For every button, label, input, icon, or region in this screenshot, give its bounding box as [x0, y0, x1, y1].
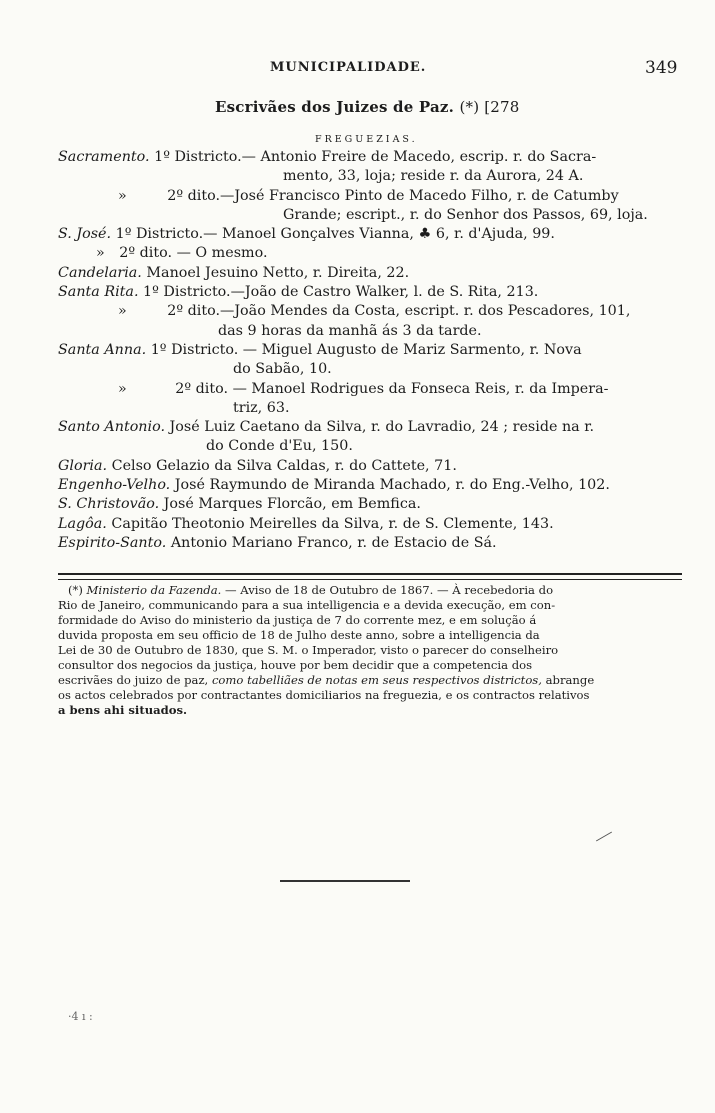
list-item — [58, 534, 682, 553]
footnote-line: duvida proposta em seu officio de 18 de Julho deste anno, sobre a intelligencia da — [58, 628, 540, 642]
parish-name: Engenho-Velho. — [58, 477, 171, 494]
parish-name: S. Christovão. — [58, 496, 160, 513]
page-number: 349 — [645, 58, 678, 78]
entry-line: José Luiz Caetano da Silva, r. do Lavradio, 24 ; reside na r. — [169, 419, 595, 436]
footnote-line: formidade do Aviso do ministerio da justiça de 7 do corrente mez, e em solução á — [58, 613, 537, 627]
footnote — [58, 583, 682, 718]
footnote-line: — Aviso de 18 de Outubro de 1867. — À recebedoria do — [225, 583, 554, 597]
footnote-emphasis: como tabelliães de notas em seus respectivos districtos, — [211, 673, 542, 687]
entry-line: mento, 33, loja; reside r. da Aurora, 24 A. — [283, 168, 584, 185]
footnote-line: os actos celebrados por contractantes domiciliarios na freguezia, e os contractos relativos — [58, 688, 590, 702]
ditto-mark: » — [118, 380, 127, 397]
entry-line: 2º dito.—João Mendes da Costa, escript. r. dos Pescadores, 101, — [167, 303, 631, 320]
section-note-ref: (*) [278 — [459, 98, 520, 116]
list-item-continuation — [58, 360, 682, 379]
footnote-line: Lei de 30 de Outubro de 1830, que S. M. o Imperador, visto o parecer do conselheiro — [58, 643, 559, 657]
entry-line: 2º dito. — Manoel Rodrigues da Fonseca Reis, r. da Impera- — [175, 380, 609, 397]
entry-line: 2º dito.—José Francisco Pinto de Macedo Filho, r. de Catumby — [167, 187, 619, 204]
running-title: MUNICIPALIDADE. — [270, 60, 427, 75]
section-subtitle: FREGUEZIAS. — [315, 134, 418, 145]
list-item — [58, 264, 682, 283]
entry-line: 2º dito. — O mesmo. — [119, 245, 268, 262]
corner-mark: ·4 ı : — [68, 1010, 93, 1023]
section-title-text: Escrivães dos Juizes de Paz. — [215, 98, 455, 116]
list-item — [58, 418, 682, 437]
parish-name: Gloria. — [58, 457, 108, 474]
ditto-mark: » — [118, 303, 127, 320]
list-item — [58, 341, 682, 360]
footnote-line: consultor dos negocios da justiça, houve por bem decidir que a competencia dos — [58, 658, 533, 672]
footnote-source: Ministerio da Fazenda. — [86, 583, 222, 597]
list-item — [58, 515, 682, 534]
footnote-line: a bens ahi situados. — [58, 703, 188, 717]
parish-name: Espirito-Santo. — [58, 534, 167, 551]
entry-line: 1º Districto.—João de Castro Walker, l. de S. Rita, 213. — [143, 284, 539, 301]
ditto-mark: » — [118, 187, 127, 204]
parish-name: Candelaria. — [58, 264, 142, 281]
list-item — [58, 457, 682, 476]
list-item-continuation — [58, 322, 682, 341]
parish-name: Santa Anna. — [58, 341, 147, 358]
entry-line: José Marques Florcão, em Bemfica. — [163, 496, 421, 513]
section-title — [215, 98, 520, 116]
entry-line: Manoel Jesuino Netto, r. Direita, 22. — [146, 264, 410, 281]
entry-line: 1º Districto. — Miguel Augusto de Mariz Sarmento, r. Nova — [150, 341, 582, 358]
footnote-line: Rio de Janeiro, communicando para a sua intelligencia e a devida execução, em con- — [58, 598, 556, 612]
list-item — [58, 380, 682, 399]
entry-line: das 9 horas da manhã ás 3 da tarde. — [218, 322, 482, 339]
list-item — [58, 187, 682, 206]
entry-line: 1º Districto.— Manoel Gonçalves Vianna, ♣ 6, r. d'Ajuda, 99. — [115, 226, 555, 243]
footnote-line: escrivães do juizo de paz, — [58, 673, 209, 687]
parish-name: S. José. — [58, 226, 112, 243]
parish-name: Santo Antonio. — [58, 419, 165, 436]
entry-line: José Raymundo de Miranda Machado, r. do Eng.-Velho, 102. — [174, 477, 610, 494]
list-item — [58, 225, 682, 244]
entry-line: Celso Gelazio da Silva Caldas, r. do Cattete, 71. — [111, 457, 457, 474]
list-item — [58, 244, 682, 263]
entry-line: Antonio Mariano Franco, r. de Estacio de Sá. — [170, 534, 497, 551]
list-item — [58, 148, 682, 167]
list-item-continuation — [58, 399, 682, 418]
entry-line: do Sabão, 10. — [233, 361, 332, 378]
entry-line: 1º Districto.— Antonio Freire de Macedo, escrip. r. do Sacra- — [154, 149, 597, 165]
list-item — [58, 476, 682, 495]
parish-name: Sacramento. — [58, 149, 150, 165]
parish-name: Lagôa. — [58, 515, 107, 532]
footnote-divider — [58, 573, 682, 580]
entry-line: Capitão Theotonio Meirelles da Silva, r. de S. Clemente, 143. — [111, 515, 554, 532]
end-rule — [280, 880, 410, 882]
parish-list — [58, 148, 682, 553]
entry-line: Grande; escript., r. do Senhor dos Passos, 69, loja. — [283, 206, 648, 223]
footnote-marker: (*) — [68, 583, 83, 597]
ditto-mark: » — [96, 245, 105, 262]
pen-mark — [596, 832, 612, 842]
list-item — [58, 495, 682, 514]
list-item-continuation — [58, 206, 682, 225]
footnote-line: abrange — [545, 673, 595, 687]
entry-line: do Conde d'Eu, 150. — [206, 438, 353, 455]
list-item-continuation — [58, 167, 682, 186]
list-item-continuation — [58, 437, 682, 456]
parish-name: Santa Rita. — [58, 284, 139, 301]
list-item — [58, 302, 682, 321]
entry-line: triz, 63. — [233, 399, 290, 416]
list-item — [58, 283, 682, 302]
